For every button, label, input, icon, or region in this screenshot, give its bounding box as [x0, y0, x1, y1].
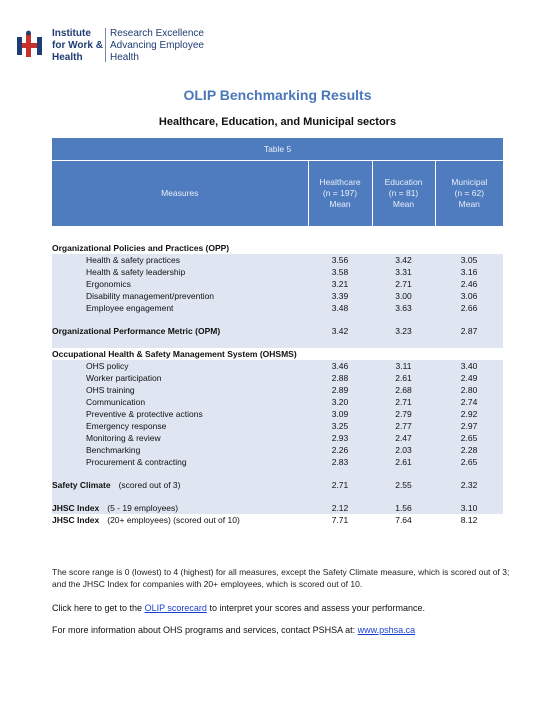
iwh-logo-icon	[15, 30, 45, 60]
cell-education: 2.55	[372, 479, 435, 491]
column-header-n: (n = 197)	[322, 188, 358, 198]
scorecard-cta	[52, 603, 522, 613]
table-row	[52, 372, 503, 384]
cell-education: 2.71	[372, 278, 435, 290]
row-label: Ergonomics	[52, 278, 308, 290]
table-row	[52, 432, 503, 444]
tagline-line: Advancing Employee	[110, 40, 204, 51]
cell-healthcare: 3.39	[308, 290, 372, 302]
row-label-main: JHSC Index	[52, 503, 100, 513]
row-label: Procurement & contracting	[52, 456, 308, 468]
cell-healthcare: 3.20	[308, 396, 372, 408]
section-header-ohsms	[52, 348, 503, 360]
divider-row	[52, 337, 503, 348]
cell-municipal: 2.32	[435, 479, 503, 491]
section-title: Occupational Health & Safety Management System (OHSMS)	[52, 348, 503, 360]
table-row	[52, 456, 503, 468]
cell-education: 2.03	[372, 444, 435, 456]
row-label: Worker participation	[52, 372, 308, 384]
cell-healthcare: 2.93	[308, 432, 372, 444]
table-row	[52, 444, 503, 456]
cell-education: 2.79	[372, 408, 435, 420]
cell-healthcare: 2.12	[308, 502, 372, 514]
cell-healthcare: 2.71	[308, 479, 372, 491]
cell-municipal: 3.10	[435, 502, 503, 514]
row-label: Disability management/prevention	[52, 290, 308, 302]
spacer-row	[52, 226, 503, 242]
row-label: Communication	[52, 396, 308, 408]
tagline-line: Health	[110, 52, 139, 63]
results-table	[52, 138, 503, 526]
table-row	[52, 290, 503, 302]
row-label-note: (scored out of 3)	[118, 480, 181, 490]
page-subtitle: Healthcare, Education, and Municipal sectors	[158, 116, 397, 128]
cell-healthcare: 3.56	[308, 254, 372, 266]
cell-healthcare: 2.88	[308, 372, 372, 384]
column-header-name: Education	[384, 177, 423, 187]
divider-row	[52, 468, 503, 479]
table-row-jhsc-large	[52, 514, 503, 526]
cell-healthcare: 3.46	[308, 360, 372, 372]
column-header-name: Municipal	[451, 177, 488, 187]
org-name-line: Institute	[52, 28, 91, 39]
divider-row	[52, 314, 503, 325]
cell-healthcare: 2.83	[308, 456, 372, 468]
table-row-safety-climate	[52, 479, 503, 491]
column-header-municipal	[435, 161, 503, 227]
cell-education: 3.63	[372, 302, 435, 314]
cell-healthcare: 7.71	[308, 514, 372, 526]
tagline	[110, 28, 204, 64]
row-label: Health & safety practices	[52, 254, 308, 266]
table-row	[52, 266, 503, 278]
cell-municipal: 2.65	[435, 432, 503, 444]
cell-municipal: 3.40	[435, 360, 503, 372]
row-label-note: (20+ employees) (scored out of 10)	[107, 515, 240, 525]
cell-healthcare: 3.42	[308, 325, 372, 337]
table-row	[52, 408, 503, 420]
table-header-row	[52, 161, 503, 227]
row-label	[52, 514, 308, 526]
cell-municipal: 2.87	[435, 325, 503, 337]
org-name	[52, 28, 102, 64]
cell-healthcare: 3.09	[308, 408, 372, 420]
cell-healthcare: 3.21	[308, 278, 372, 290]
row-label: Monitoring & review	[52, 432, 308, 444]
cell-education: 7.64	[372, 514, 435, 526]
cell-municipal: 2.28	[435, 444, 503, 456]
cell-healthcare: 3.25	[308, 420, 372, 432]
table-row	[52, 360, 503, 372]
cell-municipal: 8.12	[435, 514, 503, 526]
cell-education: 2.47	[372, 432, 435, 444]
table-row	[52, 254, 503, 266]
cell-municipal: 3.05	[435, 254, 503, 266]
column-header-healthcare	[308, 161, 372, 227]
cta-text: to interpret your scores and assess your performance.	[206, 603, 426, 613]
row-label: OHS policy	[52, 360, 308, 372]
cell-education: 3.42	[372, 254, 435, 266]
cell-municipal: 2.66	[435, 302, 503, 314]
cell-education: 3.31	[372, 266, 435, 278]
cta-text: For more information about OHS programs and services, contact PSHSA at:	[52, 625, 358, 635]
cell-education: 1.56	[372, 502, 435, 514]
table-row-opm	[52, 325, 503, 337]
row-label: OHS training	[52, 384, 308, 396]
row-label: Employee engagement	[52, 302, 308, 314]
cell-municipal: 3.06	[435, 290, 503, 302]
org-name-line: Health	[52, 52, 83, 63]
column-header-stat: Mean	[392, 199, 415, 209]
contact-cta	[52, 625, 522, 635]
cell-municipal: 2.92	[435, 408, 503, 420]
column-header-stat: Mean	[458, 199, 480, 209]
cell-education: 2.68	[372, 384, 435, 396]
row-label: Emergency response	[52, 420, 308, 432]
table-caption-row	[52, 138, 503, 161]
section-header-opp	[52, 242, 503, 254]
cell-municipal: 2.49	[435, 372, 503, 384]
score-range-note: The score range is 0 (lowest) to 4 (highest) for all measures, except the Safety Climate measure, which is scored out of 3; and the JHSC Index for companies with 20+ employees, which is scored out of 10.	[52, 567, 510, 589]
row-label: Organizational Performance Metric (OPM)	[52, 325, 308, 337]
table-row	[52, 420, 503, 432]
cell-healthcare: 3.48	[308, 302, 372, 314]
pshsa-link[interactable]: www.pshsa.ca	[357, 625, 416, 635]
table-row	[52, 396, 503, 408]
column-header-measures: Measures	[52, 161, 308, 227]
row-label: Benchmarking	[52, 444, 308, 456]
row-label: Health & safety leadership	[52, 266, 308, 278]
header-divider	[105, 28, 106, 62]
table-row	[52, 278, 503, 290]
row-label-main: JHSC Index	[52, 515, 100, 525]
column-header-n: (n = 81)	[388, 188, 419, 198]
cell-education: 2.61	[372, 456, 435, 468]
table-row	[52, 384, 503, 396]
cell-healthcare: 2.89	[308, 384, 372, 396]
olip-scorecard-link[interactable]: OLIP scorecard	[144, 603, 207, 613]
section-title: Organizational Policies and Practices (OPP)	[52, 242, 503, 254]
cell-municipal: 2.65	[435, 456, 503, 468]
row-label-main: Safety Climate	[52, 480, 111, 490]
column-header-n: (n = 62)	[454, 188, 485, 198]
cell-municipal: 2.74	[435, 396, 503, 408]
cell-education: 2.77	[372, 420, 435, 432]
column-header-name: Healthcare	[319, 177, 361, 187]
column-header-education	[372, 161, 435, 227]
cell-municipal: 3.16	[435, 266, 503, 278]
divider-row	[52, 491, 503, 502]
row-label: Preventive & protective actions	[52, 408, 308, 420]
row-label	[52, 479, 308, 491]
table-row	[52, 302, 503, 314]
cell-education: 3.23	[372, 325, 435, 337]
table-row-jhsc-small	[52, 502, 503, 514]
cell-education: 2.61	[372, 372, 435, 384]
cell-education: 2.71	[372, 396, 435, 408]
row-label-note: (5 - 19 employees)	[107, 503, 179, 513]
cell-education: 3.00	[372, 290, 435, 302]
cell-education: 3.11	[372, 360, 435, 372]
cell-municipal: 2.80	[435, 384, 503, 396]
table-caption: Table 5	[52, 138, 503, 161]
cta-text: Click here to get to the	[52, 603, 145, 613]
cell-municipal: 2.46	[435, 278, 503, 290]
cell-municipal: 2.97	[435, 420, 503, 432]
row-label	[52, 502, 308, 514]
cell-healthcare: 2.26	[308, 444, 372, 456]
tagline-line: Research Excellence	[110, 28, 204, 39]
org-name-line: for Work &	[52, 40, 103, 51]
page-title: OLIP Benchmarking Results	[183, 87, 372, 103]
column-header-stat: Mean	[329, 199, 351, 209]
cell-healthcare: 3.58	[308, 266, 372, 278]
